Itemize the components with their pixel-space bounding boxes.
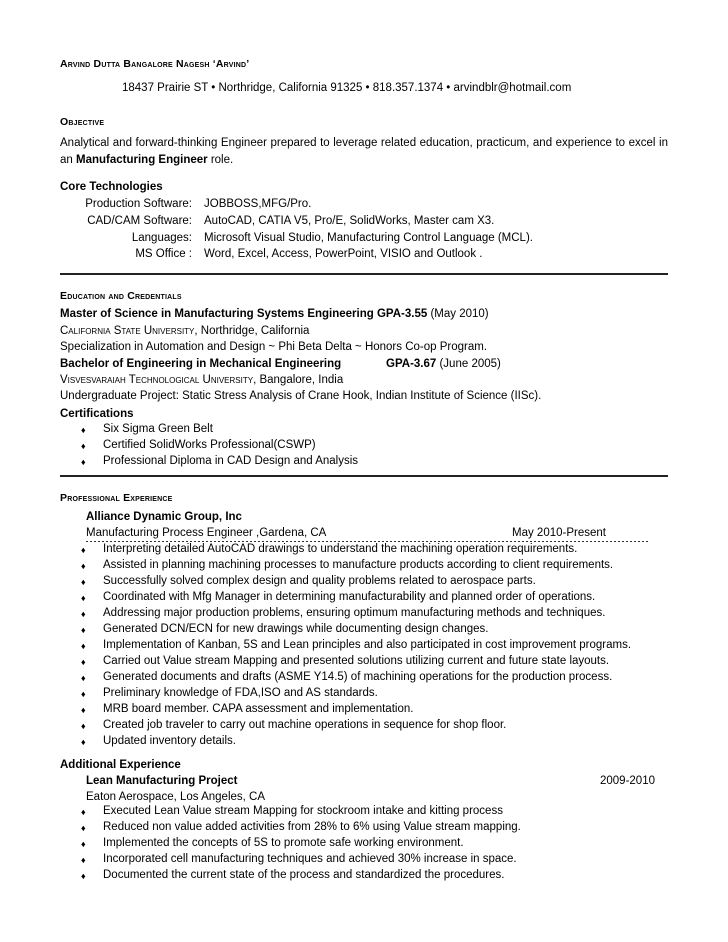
list-item: Carried out Value stream Mapping and presented solutions utilizing current and future state layouts.	[103, 655, 610, 667]
additional-heading: Additional Experience	[60, 759, 181, 771]
core-label-production: Production Software:	[85, 198, 192, 210]
core-value-production: JOBBOSS,MFG/Pro.	[204, 198, 312, 210]
core-value-cadcam: AutoCAD, CATIA V5, Pro/E, SolidWorks, Master cam X3.	[204, 215, 495, 227]
core-label-languages: Languages:	[131, 232, 192, 244]
project-org: Eaton Aerospace, Los Angeles, CA	[86, 791, 266, 803]
candidate-name: Arvind Dutta Bangalore Nagesh ‘Arvind’	[60, 58, 250, 70]
list-item: Incorporated cell manufacturing techniques and achieved 30% increase in space.	[103, 853, 517, 865]
bullet-icon: ♦	[81, 457, 86, 467]
bullet-icon: ♦	[81, 689, 86, 699]
bullet-icon: ♦	[81, 807, 86, 817]
bullet-icon: ♦	[81, 441, 86, 451]
list-item: Executed Lean Value stream Mapping for stockroom intake and kitting process	[103, 805, 503, 817]
bullet-icon: ♦	[81, 561, 86, 571]
core-label-cadcam: CAD/CAM Software:	[87, 215, 192, 227]
be-school: Visvesvaraiah Technological University, Bangalore, India	[60, 374, 344, 386]
bullet-icon: ♦	[81, 545, 86, 555]
bullet-icon: ♦	[81, 673, 86, 683]
list-item: Updated inventory details.	[103, 735, 236, 747]
section-divider	[60, 475, 668, 477]
ms-degree: Master of Science in Manufacturing Systems Engineering GPA-3.55 (May 2010)	[60, 308, 489, 320]
company-name: Alliance Dynamic Group, Inc	[86, 511, 242, 523]
contact-line: 18437 Prairie ST • Northridge, California 91325 • 818.357.1374 • arvindblr@hotmail.com	[122, 82, 572, 94]
list-item: Generated documents and drafts (ASME Y14.5) of machining operations for the production process.	[103, 671, 613, 683]
list-item: Generated DCN/ECN for new drawings while documenting design changes.	[103, 623, 489, 635]
bullet-icon: ♦	[81, 657, 86, 667]
ms-school: California State University, Northridge, California	[60, 325, 310, 337]
bullet-icon: ♦	[81, 721, 86, 731]
be-degree: Bachelor of Engineering in Mechanical Engineering	[60, 358, 342, 370]
list-item: Implemented the concepts of 5S to promote safe working environment.	[103, 837, 464, 849]
list-item: MRB board member. CAPA assessment and implementation.	[103, 703, 414, 715]
bullet-icon: ♦	[81, 839, 86, 849]
list-item: Implementation of Kanban, 5S and Lean principles and also participated in cost improvement programs.	[103, 639, 632, 651]
bullet-icon: ♦	[81, 577, 86, 587]
dotted-divider	[86, 541, 650, 542]
bullet-icon: ♦	[81, 705, 86, 715]
ms-specialization: Specialization in Automation and Design ~ Phi Beta Delta ~ Honors Co-op Program.	[60, 341, 488, 353]
list-item: Professional Diploma in CAD Design and Analysis	[103, 455, 359, 467]
list-item: Addressing major production problems, ensuring optimum manufacturing methods and techniques.	[103, 607, 606, 619]
bullet-icon: ♦	[81, 641, 86, 651]
list-item: Created job traveler to carry out machine operations in sequence for shop floor.	[103, 719, 507, 731]
objective-heading: Objective	[60, 116, 105, 128]
section-divider	[60, 273, 668, 275]
list-item: Coordinated with Mfg Manager in determining manufacturability and planned order of operations.	[103, 591, 596, 603]
bullet-icon: ♦	[81, 425, 86, 435]
project-dates: 2009-2010	[600, 775, 655, 787]
be-project: Undergraduate Project: Static Stress Analysis of Crane Hook, Indian Institute of Science (IISc).	[60, 390, 542, 402]
list-item: Six Sigma Green Belt	[103, 423, 213, 435]
objective-text: Analytical and forward-thinking Engineer prepared to leverage related education, practicum, and experience to excel in an Manufacturing Engineer role.	[60, 137, 668, 166]
bullet-icon: ♦	[81, 737, 86, 747]
list-item: Reduced non value added activities from 28% to 6% using Value stream mapping.	[103, 821, 521, 833]
list-item: Assisted in planning machining processes to manufacture products according to client requirements.	[103, 559, 614, 571]
core-label-msoffice: MS Office :	[135, 248, 192, 260]
bullet-icon: ♦	[81, 855, 86, 865]
project-name: Lean Manufacturing Project	[86, 775, 238, 787]
list-item: Successfully solved complex design and quality problems related to aerospace parts.	[103, 575, 536, 587]
certifications-heading: Certifications	[60, 408, 134, 420]
job-role: Manufacturing Process Engineer ,Gardena, CA	[86, 527, 327, 539]
list-item: Preliminary knowledge of FDA,ISO and AS standards.	[103, 687, 378, 699]
core-technologies-heading: Core Technologies	[60, 181, 163, 193]
list-item: Interpreting detailed AutoCAD drawings to understand the machining operation requirements.	[103, 543, 578, 555]
core-value-languages: Microsoft Visual Studio, Manufacturing Control Language (MCL).	[204, 232, 533, 244]
list-item: Certified SolidWorks Professional(CSWP)	[103, 439, 316, 451]
job-dates: May 2010-Present	[512, 527, 606, 539]
bullet-icon: ♦	[81, 871, 86, 881]
list-item: Documented the current state of the process and standardized the procedures.	[103, 869, 505, 881]
be-gpa: GPA-3.67 (June 2005)	[386, 358, 501, 370]
core-value-msoffice: Word, Excel, Access, PowerPoint, VISIO and Outlook .	[204, 248, 483, 260]
education-heading: Education and Credentials	[60, 290, 182, 302]
bullet-icon: ♦	[81, 823, 86, 833]
bullet-icon: ♦	[81, 593, 86, 603]
bullet-icon: ♦	[81, 609, 86, 619]
experience-heading: Professional Experience	[60, 492, 173, 504]
bullet-icon: ♦	[81, 625, 86, 635]
